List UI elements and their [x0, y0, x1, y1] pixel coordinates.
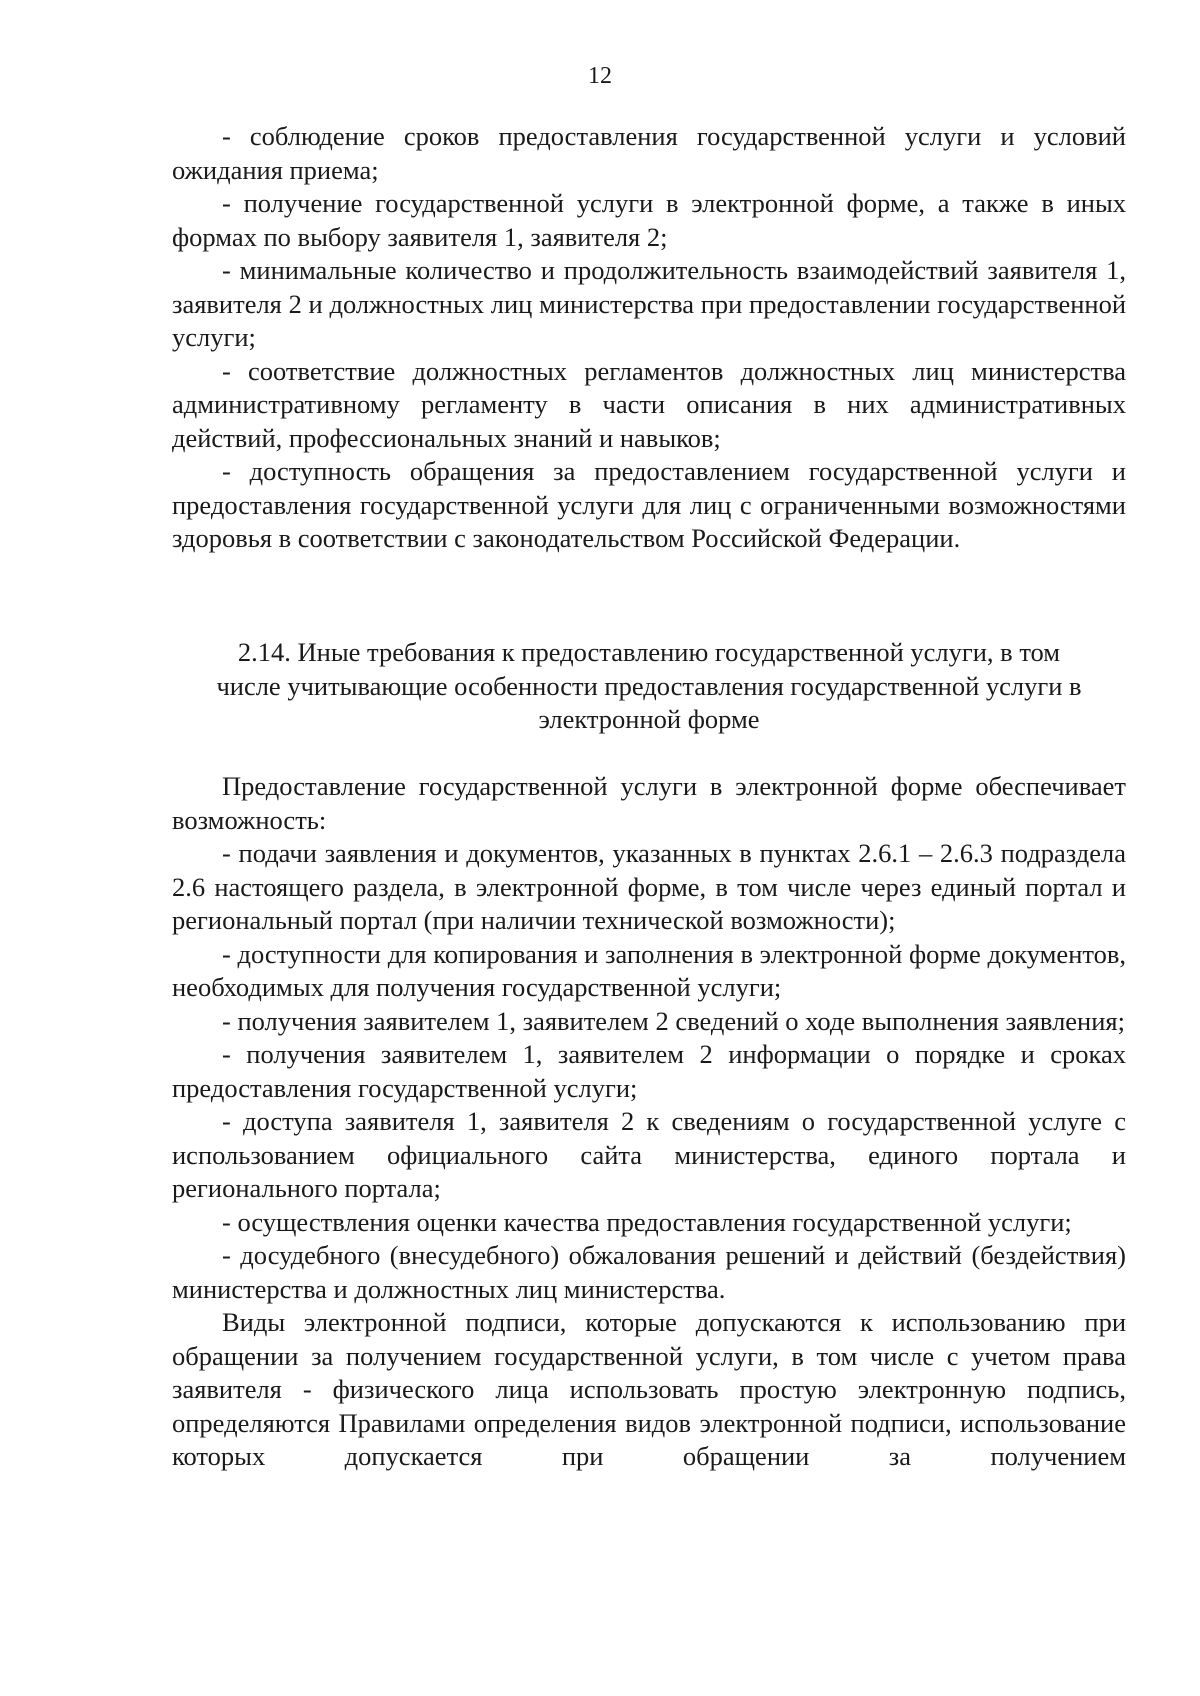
- heading-line-2: числе учитывающие особенности предоставления государственной услуги в: [216, 670, 1082, 701]
- section-heading: [172, 636, 1126, 737]
- paragraph-intro: Предоставление государственной услуги в электронной форме обеспечивает возможность:: [172, 771, 1126, 835]
- paragraph-quality: - осуществления оценки качества предоставления государственной услуги;: [222, 1206, 1072, 1237]
- heading-line-1: 2.14. Иные требования к предоставлению государственной услуги, в том: [237, 637, 1061, 667]
- paragraph-electronic-form: - получение государственной услуги в электронной форме, а также в иных формах по выбору заявителя 1, заявителя 2;: [172, 188, 1126, 252]
- page-number: 12: [588, 63, 612, 89]
- paragraph-signature-types: Виды электронной подписи, которые допускаются к использованию при обращении за получением государственной услуги, в том числе с учетом права заявителя - физического лица использовать простую электронную подпись, определяются Правилами определения видов электронной подписи, использование которых допускается при обращении за получением: [172, 1307, 1126, 1471]
- bottom-text-block: [172, 770, 1126, 1474]
- paragraph-appeal: - досудебного (внесудебного) обжалования решений и действий (бездействия) министерства и должностных лиц министерства.: [172, 1240, 1126, 1304]
- paragraph-interactions: - минимальные количество и продолжительность взаимодействий заявителя 1, заявителя 2 и должностных лиц министерства при предоставлении государственной услуги;: [172, 255, 1126, 352]
- top-text-block: [172, 120, 1126, 556]
- paragraph-accessibility: - доступность обращения за предоставлением государственной услуги и предоставления государственной услуги для лиц с ограниченными возможностями здоровья в соответствии с законодательством Российской Федерации.: [172, 456, 1126, 553]
- paragraph-copying: - доступности для копирования и заполнения в электронной форме документов, необходимых для получения государственной услуги;: [172, 938, 1126, 1002]
- paragraph-submission: - подачи заявления и документов, указанных в пунктах 2.6.1 – 2.6.3 подраздела 2.6 настоящего раздела, в электронной форме, в том числе через единый портал и региональный портал (при наличии технической возможности);: [172, 838, 1126, 935]
- paragraph-procedure-info: - получения заявителем 1, заявителем 2 информации о порядке и сроках предоставления государственной услуги;: [172, 1039, 1126, 1103]
- paragraph-deadlines: - соблюдение сроков предоставления государственной услуги и условий ожидания приема;: [172, 121, 1126, 185]
- paragraph-access: - доступа заявителя 1, заявителя 2 к сведениям о государственной услуге с использованием официального сайта министерства, единого портала и регионального портала;: [172, 1106, 1126, 1203]
- paragraph-regulations: - соответствие должностных регламентов должностных лиц министерства административному регламенту в части описания в них административных действий, профессиональных знаний и навыков;: [172, 355, 1126, 453]
- heading-line-3: электронной форме: [538, 704, 760, 734]
- paragraph-status: - получения заявителем 1, заявителем 2 сведений о ходе выполнения заявления;: [222, 1005, 1125, 1036]
